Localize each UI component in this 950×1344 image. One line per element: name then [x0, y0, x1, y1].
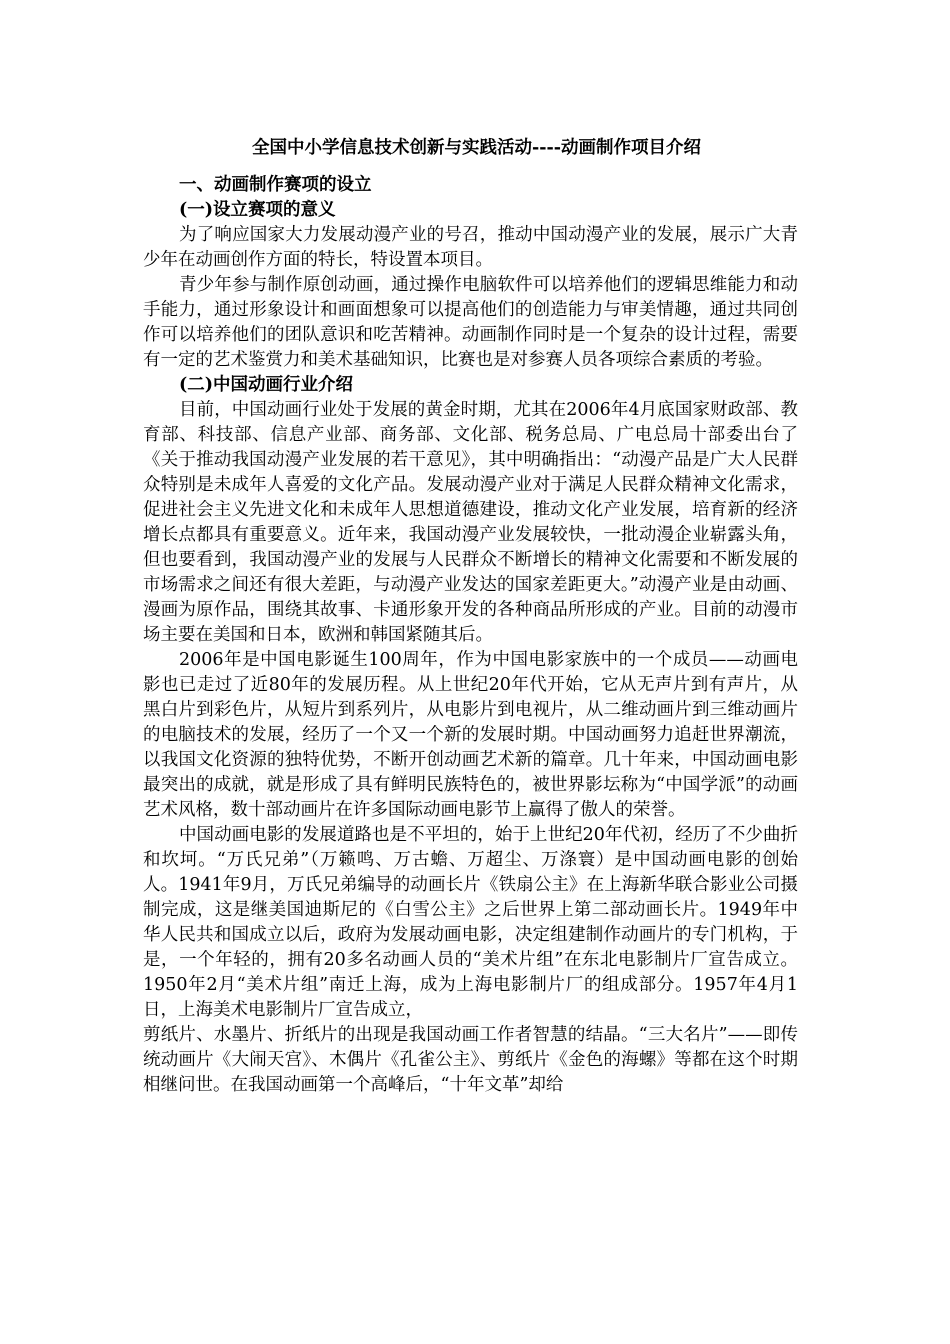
paragraph-4: 2006年是中国电影诞生100周年，作为中国电影家族中的一个成员——动画电影也已走过了近80年的发展历程。从上世纪20年代开始，它从无声片到有声片，从黑白片到彩色片，从短片到系列片，从电影片到电视片，从二维动画片到三维动画片的电脑技术的发展，经历了一个又一个新的发展时期。中国动画努力追赶世界潮流，以我国文化资源的独特优势，不断开创动画艺术新的篇章。几十年来，中国动画电影最突出的成就，就是形成了具有鲜明民族特色的，被世界影坛称为“中国学派”的动画艺术风格，数十部动画片在许多国际动画电影节上赢得了傲人的荣誉。	[143, 650, 798, 820]
paragraph-5: 中国动画电影的发展道路也是不平坦的，始于上世纪20年代初，经历了不少曲折和坎坷。“万氏兄弟”（万籁鸣、万古蟾、万超尘、万涤寰）是中国动画电影的创始人。1941年9月，万氏兄弟编导的动画长片《铁扇公主》在上海新华联合影业公司摄制完成，这是继美国迪斯尼的《白雪公主》之后世界上第二部动画长片。1949年中华人民共和国成立以后，政府为发展动画电影，决定组建制作动画片的专门机构，于是，一个年轻的，拥有20多名动画人员的“美术片组”在东北电影制片厂宣告成立。1950年2月“美术片组”南迁上海，成为上海电影制片厂的组成部分。1957年4月1日，上海美术电影制片厂宣告成立，	[143, 825, 798, 1020]
subsection-heading-2: (二)中国动画行业介绍	[179, 375, 354, 395]
section-heading-1: 一、动画制作赛项的设立	[179, 175, 372, 195]
paragraph-2: 青少年参与制作原创动画，通过操作电脑软件可以培养他们的逻辑思维能力和动手能力，通过形象设计和画面想象可以提高他们的创造能力与审美情趣，通过共同创作可以培养他们的团队意识和吃苦精神。动画制作同时是一个复杂的设计过程，需要有一定的艺术鉴赏力和美术基础知识，比赛也是对参赛人员各项综合素质的考验。	[143, 275, 798, 370]
subsection-heading-1: (一)设立赛项的意义	[179, 200, 336, 220]
paragraph-1: 为了响应国家大力发展动漫产业的号召，推动中国动漫产业的发展，展示广大青少年在动画创作方面的特长，特设置本项目。	[143, 225, 798, 270]
document-body	[143, 136, 798, 1098]
paragraph-6: 剪纸片、水墨片、折纸片的出现是我国动画工作者智慧的结晶。“三大名片”——即传统动画片《大闹天宫》、木偶片《孔雀公主》、剪纸片《金色的海螺》等都在这个时期相继问世。在我国动画第一个高峰后，“十年文革”却给	[143, 1025, 798, 1095]
paragraph-3: 目前，中国动画行业处于发展的黄金时期，尤其在2006年4月底国家财政部、教育部、科技部、信息产业部、商务部、文化部、税务总局、广电总局十部委出台了《关于推动我国动漫产业发展的若干意见》，其中明确指出：“动漫产品是广大人民群众特别是未成年人喜爱的文化产品。发展动漫产业对于满足人民群众精神文化需求，促进社会主义先进文化和未成年人思想道德建设，推动文化产业发展，培育新的经济增长点都具有重要意义。近年来，我国动漫产业发展较快，一批动漫企业崭露头角，但也要看到，我国动漫产业的发展与人民群众不断增长的精神文化需要和不断发展的市场需求之间还有很大差距，与动漫产业发达的国家差距更大。”动漫产业是由动画、漫画为原作品，围绕其故事、卡通形象开发的各种商品所形成的产业。目前的动漫市场主要在美国和日本，欧洲和韩国紧随其后。	[143, 400, 798, 645]
document-title: 全国中小学信息技术创新与实践活动----动画制作项目介绍	[251, 138, 702, 158]
